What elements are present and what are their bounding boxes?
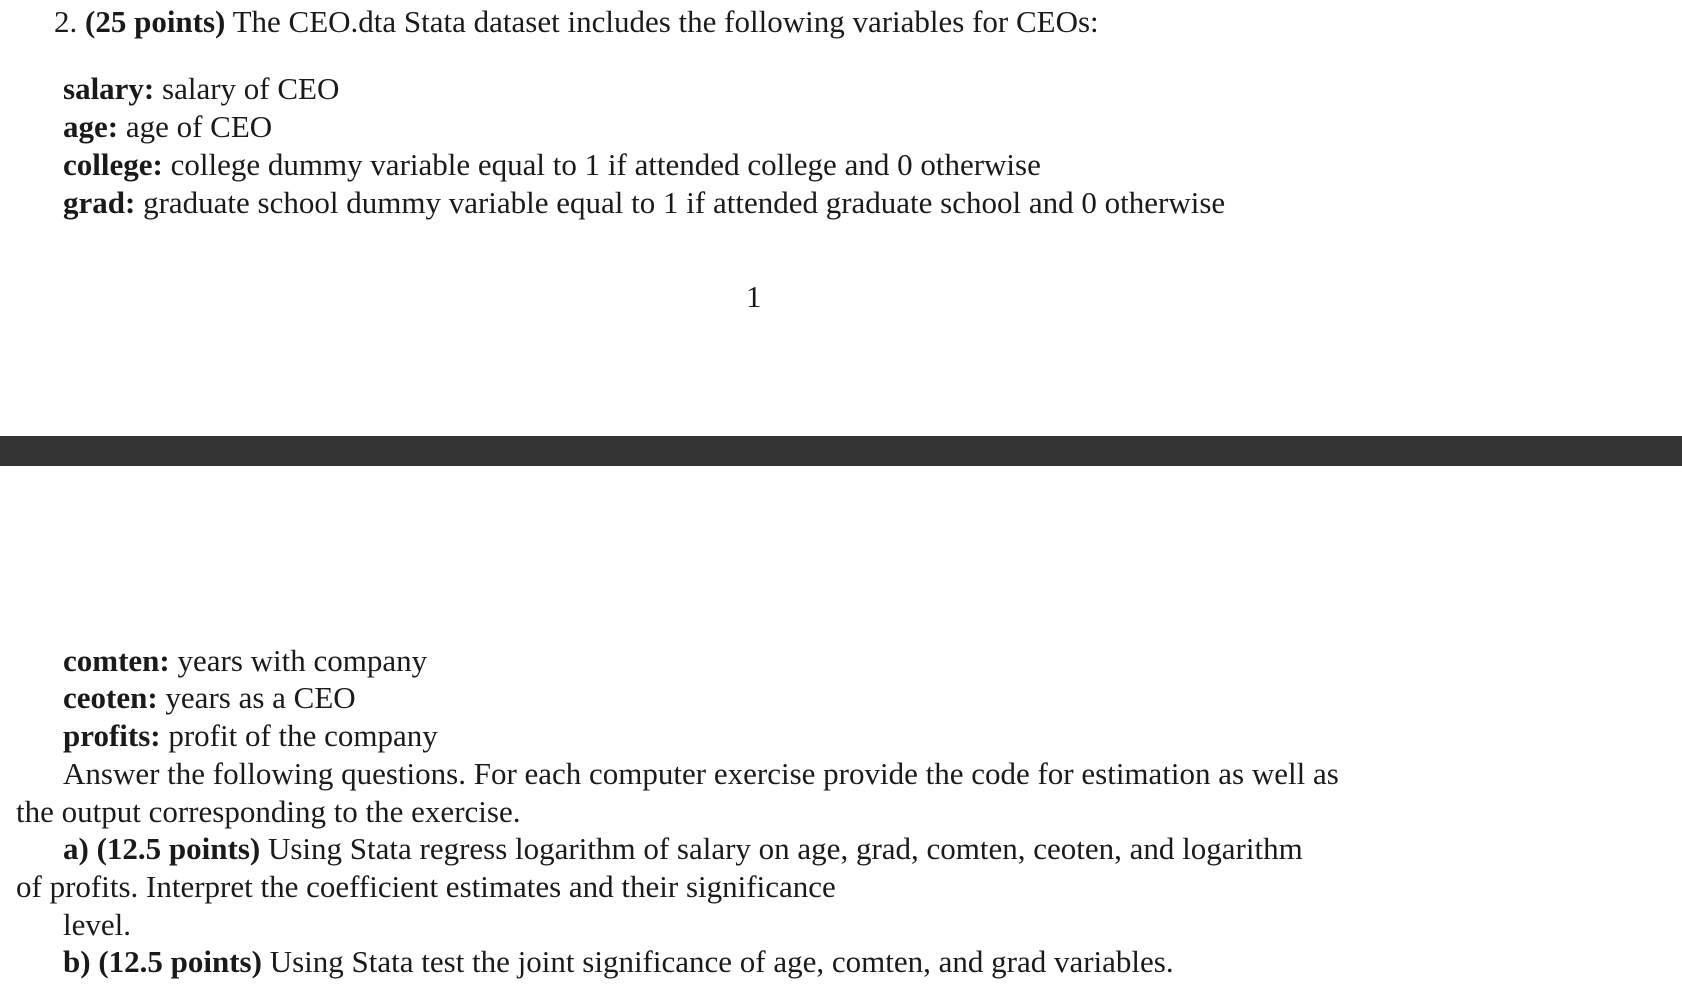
variable-name: ceoten: [63,680,158,715]
variable-college [63,146,1041,184]
question-points: (25 points) [85,4,226,39]
page-divider [0,436,1682,466]
variable-name: profits: [63,718,161,753]
variable-desc: college dummy variable equal to 1 if attended college and 0 otherwise [170,147,1041,182]
part-a-line-2: of profits. Interpret the coefficient estimates and their significance [16,869,836,904]
variable-salary [63,70,339,108]
variable-desc: graduate school dummy variable equal to 1 if attended graduate school and 0 otherwise [143,185,1226,220]
part-b-label: b) (12.5 points) [63,944,262,979]
instructions-line-1: Answer the following questions. For each computer exercise provide the code for estimation as well as [63,756,1339,791]
variable-name: salary: [63,71,155,106]
page-number: 1 [746,279,762,314]
question-intro: The CEO.dta Stata dataset includes the following variables for CEOs: [232,4,1099,39]
variable-profits [63,717,438,755]
variable-age [63,108,272,146]
part-b [63,943,1174,981]
question-number: 2. [54,4,78,39]
question-heading [54,3,1099,41]
part-b-text: Using Stata test the joint significance of age, comten, and grad variables. [269,944,1174,979]
variable-comten [63,642,427,680]
part-a-line-3: level. [63,907,131,942]
variable-name: college: [63,147,163,182]
variable-desc: years with company [177,643,428,678]
variable-desc: salary of CEO [162,71,340,106]
variable-name: grad: [63,185,136,220]
variable-name: age: [63,109,119,144]
variable-name: comten: [63,643,170,678]
variable-ceoten [63,679,356,717]
variable-desc: age of CEO [125,109,273,144]
part-a-label: a) (12.5 points) [63,831,261,866]
variable-grad [63,184,1225,222]
document-page-1 [0,0,1682,436]
part-a [63,830,1303,868]
part-a-text: Using Stata regress logarithm of salary on age, grad, comten, ceoten, and logarithm [267,831,1303,866]
instructions-line-2: the output corresponding to the exercise. [16,794,521,829]
variable-desc: profit of the company [168,718,438,753]
variable-desc: years as a CEO [165,680,356,715]
